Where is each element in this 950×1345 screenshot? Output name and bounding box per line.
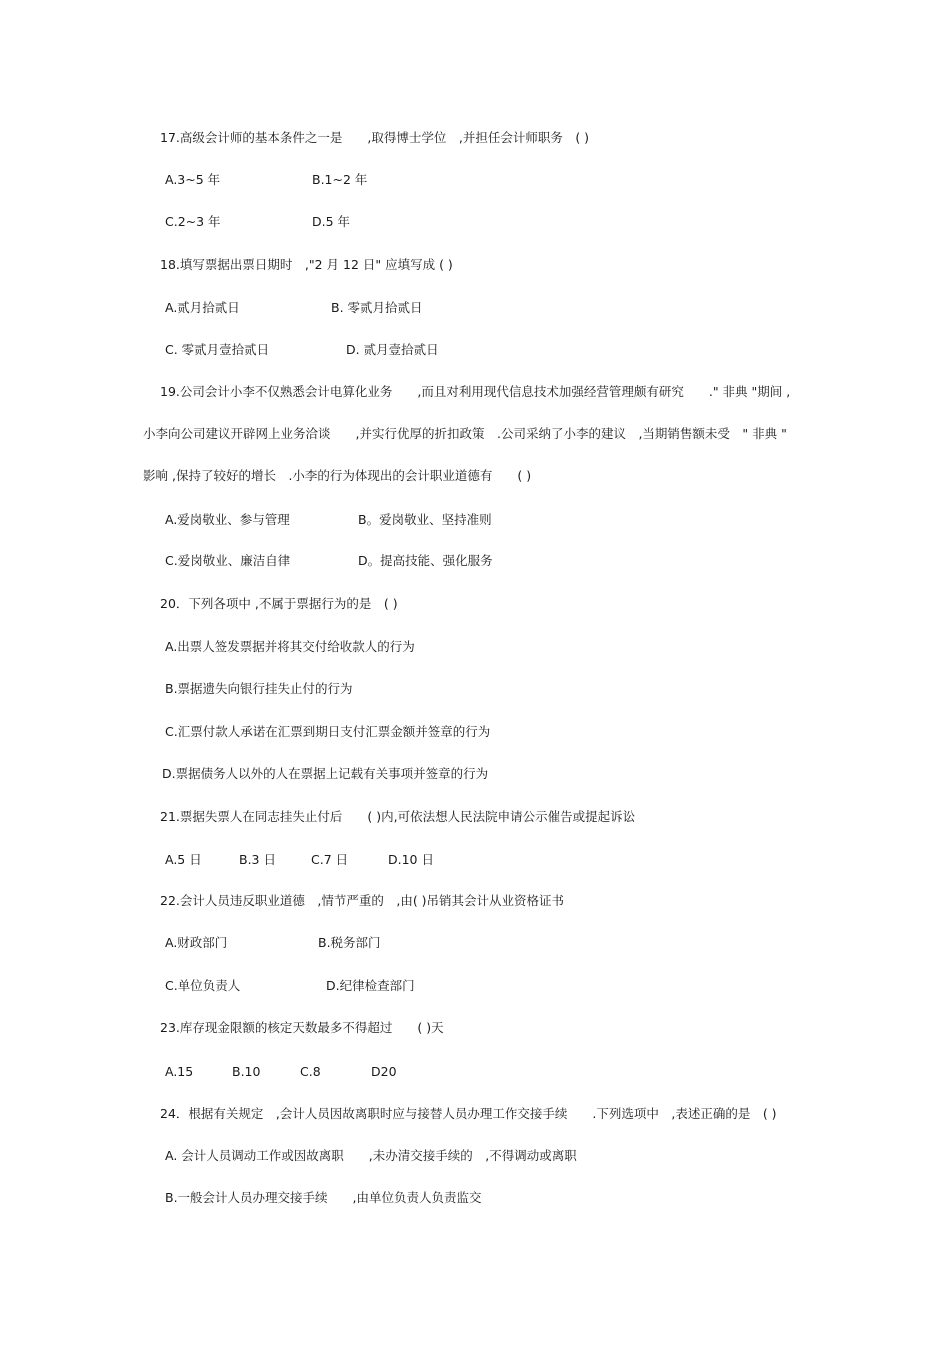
q18-option-a: A.贰月拾贰日 bbox=[165, 300, 240, 315]
q21-option-a: A.5 日 bbox=[165, 852, 202, 867]
question-17-stem: 17.高级会计师的基本条件之一是 ,取得博士学位 ,并担任会计师职务 ( ) bbox=[160, 130, 590, 145]
question-18-stem: 18.填写票据出票日期时 ,"2 月 12 日" 应填写成 ( ) bbox=[160, 257, 453, 272]
q23-option-d: D20 bbox=[371, 1064, 397, 1079]
question-24-stem: 24．根据有关规定 ,会计人员因故离职时应与接替人员办理工作交接手续 .下列选项中 ,表述正确的是 ( ) bbox=[160, 1106, 777, 1121]
question-21-stem: 21.票据失票人在同志挂失止付后 ( )内,可依法想人民法院申请公示催告或提起诉讼 bbox=[160, 809, 636, 824]
q19-option-c: C.爱岗敬业、廉洁自律 bbox=[165, 553, 291, 568]
q17-option-d: D.5 年 bbox=[312, 214, 351, 229]
q24-option-b: B.一般会计人员办理交接手续 ,由单位负责人负责监交 bbox=[165, 1190, 482, 1205]
q19-option-d: D。提高技能、强化服务 bbox=[358, 553, 493, 568]
q20-option-c: C.汇票付款人承诺在汇票到期日支付汇票金额并签章的行为 bbox=[165, 724, 491, 739]
question-20-stem: 20．下列各项中 ,不属于票据行为的是 ( ) bbox=[160, 596, 398, 611]
question-19-stem-line-3: 影响 ,保持了较好的增长 .小李的行为体现出的会计职业道德有 ( ) bbox=[143, 468, 532, 483]
q22-option-b: B.税务部门 bbox=[318, 935, 381, 950]
q18-option-c: C. 零贰月壹拾贰日 bbox=[165, 342, 270, 357]
question-19-stem-line-1: 19.公司会计小李不仅熟悉会计电算化业务 ,而且对利用现代信息技术加强经营管理颇有研究 ." 非典 "期间 , bbox=[160, 384, 791, 399]
q23-option-c: C.8 bbox=[300, 1064, 321, 1079]
q17-option-c: C.2~3 年 bbox=[165, 214, 221, 229]
q22-option-c: C.单位负责人 bbox=[165, 978, 241, 993]
q21-option-d: D.10 日 bbox=[388, 852, 434, 867]
q23-option-b: B.10 bbox=[232, 1064, 261, 1079]
q22-option-d: D.纪律检查部门 bbox=[326, 978, 415, 993]
q17-option-a: A.3~5 年 bbox=[165, 172, 221, 187]
q21-option-c: C.7 日 bbox=[311, 852, 349, 867]
q22-option-a: A.财政部门 bbox=[165, 935, 228, 950]
q20-option-b: B.票据遗失向银行挂失止付的行为 bbox=[165, 681, 353, 696]
q17-option-b: B.1~2 年 bbox=[312, 172, 368, 187]
q18-option-b: B. 零贰月拾贰日 bbox=[331, 300, 423, 315]
question-23-stem: 23.库存现金限额的核定天数最多不得超过 ( )天 bbox=[160, 1020, 444, 1035]
q21-option-b: B.3 日 bbox=[239, 852, 276, 867]
question-19-stem-line-2: 小李向公司建议开辟网上业务洽谈 ,并实行优厚的折扣政策 .公司采纳了小李的建议 ,当期销售额未受 " 非典 " bbox=[143, 426, 787, 441]
q19-option-a: A.爱岗敬业、参与管理 bbox=[165, 512, 290, 527]
question-22-stem: 22.会计人员违反职业道德 ,情节严重的 ,由( )吊销其会计从业资格证书 bbox=[160, 893, 565, 908]
q23-option-a: A.15 bbox=[165, 1064, 194, 1079]
q18-option-d: D. 贰月壹拾贰日 bbox=[346, 342, 439, 357]
q20-option-d: D.票据债务人以外的人在票据上记载有关事项并签章的行为 bbox=[162, 766, 489, 781]
q19-option-b: B。爱岗敬业、坚持准则 bbox=[358, 512, 492, 527]
q24-option-a: A. 会计人员调动工作或因故离职 ,未办清交接手续的 ,不得调动或离职 bbox=[165, 1148, 577, 1163]
q20-option-a: A.出票人签发票据并将其交付给收款人的行为 bbox=[165, 639, 415, 654]
